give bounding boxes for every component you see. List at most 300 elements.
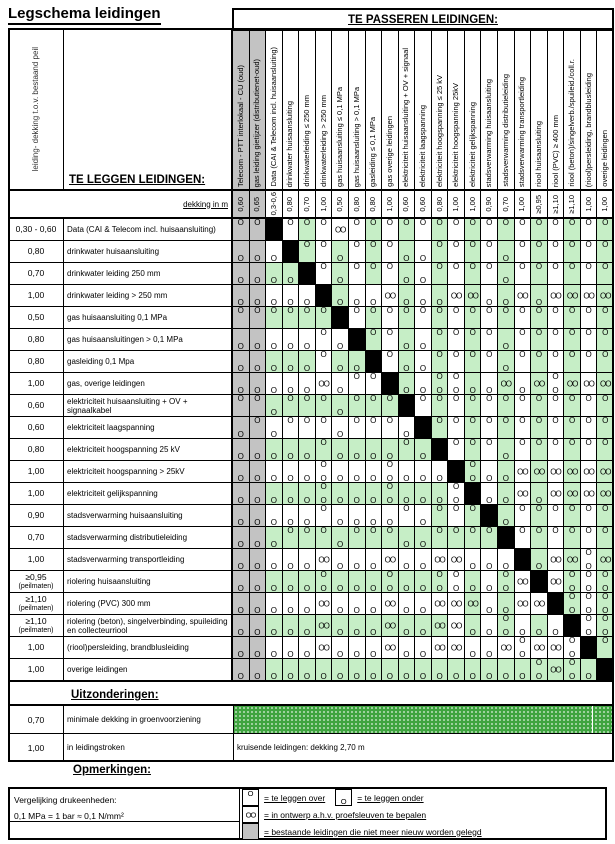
col-dekking bbox=[448, 191, 464, 217]
matrix-cell bbox=[366, 549, 382, 570]
marker-mt: O bbox=[568, 351, 576, 359]
marker-mt: O bbox=[535, 351, 543, 359]
marker-mb: O bbox=[453, 386, 460, 394]
matrix-cell bbox=[366, 241, 382, 262]
matrix-cell bbox=[316, 219, 332, 240]
matrix-cell bbox=[481, 505, 497, 526]
matrix-cell bbox=[581, 373, 597, 394]
matrix-cell bbox=[349, 219, 365, 240]
marker-mb: O bbox=[337, 584, 344, 592]
marker-mt: O bbox=[453, 351, 460, 359]
column-dekking-row bbox=[232, 190, 614, 218]
marker-mt: O bbox=[469, 219, 476, 227]
marker-mb: O bbox=[254, 452, 261, 460]
matrix-cell bbox=[448, 395, 464, 416]
matrix-cell bbox=[250, 263, 266, 284]
marker-mt: O bbox=[436, 395, 443, 403]
row-dekking: 0,60 bbox=[9, 417, 63, 438]
marker-mb: O bbox=[403, 430, 410, 438]
marker-mb: O bbox=[254, 562, 261, 570]
legend-over-symbol bbox=[242, 789, 259, 806]
marker-mt: O bbox=[585, 241, 592, 249]
marker-mb: O bbox=[320, 474, 327, 482]
marker-md: OO bbox=[384, 291, 396, 300]
matrix-cell bbox=[548, 637, 564, 658]
marker-mt: O bbox=[237, 307, 244, 315]
marker-mt: O bbox=[568, 637, 576, 645]
matrix-cell bbox=[564, 307, 580, 328]
marker-mt: O bbox=[386, 527, 393, 535]
matrix-cell bbox=[382, 417, 398, 438]
marker-mb: O bbox=[502, 452, 509, 460]
marker-mt: O bbox=[370, 373, 377, 381]
row-label: gas huisaansluitingen > 0,1 MPa bbox=[64, 329, 231, 350]
marker-mb: O bbox=[585, 584, 592, 592]
marker-mb: O bbox=[386, 474, 393, 482]
row-label: riolering huisaansluiting bbox=[64, 571, 231, 592]
marker-mt: O bbox=[602, 329, 609, 337]
marker-mt: O bbox=[370, 219, 377, 227]
marker-mt: O bbox=[486, 527, 493, 535]
marker-mt: O bbox=[602, 395, 609, 403]
matrix-cell bbox=[465, 571, 481, 592]
row-dekking: 0,80 bbox=[9, 351, 63, 372]
marker-mb: O bbox=[270, 364, 278, 372]
marker-mt: O bbox=[602, 241, 609, 249]
matrix-cell bbox=[283, 285, 299, 306]
marker-mb: O bbox=[303, 386, 311, 394]
matrix-cell bbox=[515, 417, 531, 438]
matrix-cell bbox=[349, 483, 365, 504]
marker-mb: O bbox=[403, 672, 410, 680]
matrix-cell bbox=[481, 395, 497, 416]
marker-mt: O bbox=[486, 241, 493, 249]
matrix-cell bbox=[399, 483, 415, 504]
marker-mt: O bbox=[386, 417, 393, 425]
marker-mb: O bbox=[287, 452, 294, 460]
marker-mt: O bbox=[419, 219, 427, 227]
marker-mb: O bbox=[403, 584, 410, 592]
marker-mb: O bbox=[486, 386, 493, 394]
marker-mb: O bbox=[419, 298, 427, 306]
matrix-cell bbox=[564, 373, 580, 394]
marker-mb: O bbox=[337, 408, 344, 416]
marker-mt: O bbox=[453, 373, 460, 381]
marker-md: OO bbox=[450, 291, 462, 300]
marker-mt: O bbox=[602, 637, 609, 645]
col-header bbox=[266, 31, 282, 189]
marker-md: OO bbox=[384, 599, 396, 608]
matrix-cell bbox=[498, 329, 514, 350]
opmerkingen-heading: Opmerkingen: bbox=[73, 764, 151, 776]
marker-mb: O bbox=[254, 364, 261, 372]
matrix-cell bbox=[465, 417, 481, 438]
col-dekking bbox=[332, 191, 348, 217]
matrix-cell bbox=[465, 219, 481, 240]
marker-mb: O bbox=[270, 474, 278, 482]
matrix-cell bbox=[515, 505, 531, 526]
matrix-cell bbox=[465, 439, 481, 460]
matrix-cell bbox=[515, 483, 531, 504]
marker-mb: O bbox=[502, 672, 509, 680]
marker-mb: O bbox=[403, 298, 410, 306]
matrix-cell bbox=[448, 417, 464, 438]
marker-mb: O bbox=[585, 606, 592, 614]
col-header bbox=[415, 31, 431, 189]
matrix-cell bbox=[283, 527, 299, 548]
matrix-cell bbox=[316, 483, 332, 504]
marker-mb: O bbox=[254, 386, 261, 394]
matrix-cell bbox=[581, 439, 597, 460]
col-header-label: drinkwater huisaansluiting bbox=[285, 100, 295, 187]
marker-mb: O bbox=[254, 650, 261, 658]
matrix-cell bbox=[382, 461, 398, 482]
matrix-cell bbox=[432, 659, 448, 680]
matrix-cell bbox=[332, 637, 348, 658]
marker-mt: O bbox=[602, 263, 609, 271]
matrix-cell bbox=[548, 659, 564, 680]
marker-mb: O bbox=[303, 298, 311, 306]
matrix-cell bbox=[448, 505, 464, 526]
marker-mt: O bbox=[386, 461, 393, 469]
matrix-cell bbox=[349, 373, 365, 394]
marker-mb: O bbox=[287, 628, 294, 636]
col-dekking-value: ≥0,95 bbox=[533, 194, 543, 214]
col-dekking bbox=[399, 191, 415, 217]
matrix-cell bbox=[548, 373, 564, 394]
marker-mt: O bbox=[453, 439, 460, 447]
matrix-cell bbox=[597, 593, 613, 614]
uitzonderingen-heading: Uitzonderingen: bbox=[71, 689, 159, 701]
marker-mb: O bbox=[486, 672, 493, 680]
matrix-cell bbox=[498, 637, 514, 658]
marker-mt: O bbox=[552, 219, 559, 227]
marker-md: OO bbox=[566, 467, 578, 476]
matrix-cell bbox=[548, 285, 564, 306]
matrix-cell bbox=[448, 439, 464, 460]
marker-md: OO bbox=[467, 291, 478, 300]
matrix-cell bbox=[399, 527, 415, 548]
matrix-cell bbox=[448, 263, 464, 284]
marker-mb: O bbox=[585, 562, 592, 570]
marker-mb: O bbox=[419, 672, 427, 680]
marker-mb: O bbox=[419, 386, 427, 394]
marker-mt: O bbox=[469, 527, 476, 535]
marker-mt: O bbox=[486, 417, 493, 425]
row-label: elektriciteit hoogspanning > 25kV bbox=[64, 461, 231, 482]
marker-mb: O bbox=[502, 606, 509, 614]
marker-mb: O bbox=[337, 342, 344, 350]
matrix-cell bbox=[465, 395, 481, 416]
marker-mt: O bbox=[303, 307, 311, 315]
col-header bbox=[349, 31, 365, 189]
marker-mb: O bbox=[436, 496, 443, 504]
matrix-cell bbox=[299, 659, 315, 680]
col-header-label: stadsverwarming distributieleiding bbox=[500, 74, 510, 187]
matrix-cell bbox=[283, 395, 299, 416]
matrix-cell bbox=[415, 505, 431, 526]
marker-mt: O bbox=[254, 307, 261, 315]
col-dekking bbox=[581, 191, 597, 217]
matrix-cell bbox=[531, 659, 547, 680]
marker-mt: O bbox=[320, 527, 327, 535]
marker-mb: O bbox=[436, 474, 443, 482]
matrix-cell bbox=[597, 417, 613, 438]
marker-mb: O bbox=[403, 276, 410, 284]
matrix-cell bbox=[597, 615, 613, 636]
matrix-cell bbox=[283, 219, 299, 240]
matrix-cell bbox=[250, 351, 266, 372]
matrix-cell bbox=[548, 461, 564, 482]
marker-mb: O bbox=[519, 650, 526, 658]
marker-mt: O bbox=[602, 417, 609, 425]
matrix-cell bbox=[332, 659, 348, 680]
marker-mb: O bbox=[353, 562, 360, 570]
matrix-cell bbox=[448, 527, 464, 548]
matrix-cell bbox=[597, 571, 613, 592]
row-label: gas, overige leidingen bbox=[64, 373, 231, 394]
uitzonderingen-rows bbox=[8, 705, 614, 762]
marker-mt: O bbox=[486, 307, 493, 315]
marker-mb: O bbox=[535, 628, 543, 636]
marker-mt: O bbox=[270, 307, 278, 315]
marker-mt: O bbox=[403, 439, 410, 447]
marker-mb: O bbox=[303, 474, 311, 482]
matrix-cell bbox=[283, 461, 299, 482]
col-dekking bbox=[349, 191, 365, 217]
matrix-cell bbox=[581, 329, 597, 350]
marker-md: OO bbox=[566, 555, 578, 564]
marker-mt: O bbox=[320, 351, 327, 359]
matrix-cell bbox=[283, 439, 299, 460]
marker-md: OO bbox=[550, 489, 561, 498]
marker-mb: O bbox=[419, 518, 427, 526]
marker-mb: O bbox=[419, 650, 427, 658]
matrix-cell bbox=[266, 461, 282, 482]
matrix-cell bbox=[399, 593, 415, 614]
marker-mt: O bbox=[287, 307, 294, 315]
matrix-cell bbox=[332, 549, 348, 570]
col-header-label: stadsverwarming huisaansluiting bbox=[484, 78, 494, 187]
marker-md: OO bbox=[384, 621, 396, 630]
row-dekking: 0,90 bbox=[9, 505, 63, 526]
matrix-cell bbox=[415, 593, 431, 614]
matrix-cell bbox=[548, 527, 564, 548]
matrix-cell bbox=[250, 241, 266, 262]
marker-mt: O bbox=[287, 417, 294, 425]
matrix-cell bbox=[299, 329, 315, 350]
matrix-cell bbox=[597, 285, 613, 306]
marker-mb: O bbox=[237, 606, 244, 614]
marker-mb: O bbox=[337, 298, 344, 306]
marker-md: OO bbox=[334, 225, 346, 234]
marker-mb: O bbox=[486, 584, 493, 592]
marker-mb: O bbox=[403, 342, 410, 350]
marker-mb: O bbox=[419, 276, 427, 284]
matrix-cell bbox=[465, 461, 481, 482]
matrix-cell bbox=[332, 329, 348, 350]
matrix-cell bbox=[481, 439, 497, 460]
marker-mt: O bbox=[602, 219, 609, 227]
matrix-cell bbox=[415, 395, 431, 416]
o-over-icon: O bbox=[247, 789, 254, 798]
matrix-cell bbox=[564, 549, 580, 570]
matrix-cell bbox=[299, 395, 315, 416]
matrix-cell bbox=[498, 527, 514, 548]
marker-mt: O bbox=[502, 219, 509, 227]
legend bbox=[240, 789, 605, 838]
marker-mb: O bbox=[270, 386, 278, 394]
marker-mb: O bbox=[287, 474, 294, 482]
matrix-cell bbox=[448, 351, 464, 372]
marker-mt: O bbox=[320, 395, 327, 403]
matrix-cell bbox=[597, 307, 613, 328]
matrix-cell bbox=[531, 329, 547, 350]
row-label: elektriciteit laagspanning bbox=[64, 417, 231, 438]
marker-mt: O bbox=[386, 483, 393, 491]
marker-mb: O bbox=[320, 672, 327, 680]
matrix-cell bbox=[316, 505, 332, 526]
marker-mt: O bbox=[386, 241, 393, 249]
matrix-cell bbox=[283, 329, 299, 350]
matrix-cell bbox=[564, 263, 580, 284]
marker-mt: O bbox=[453, 571, 460, 579]
marker-md: OO bbox=[550, 577, 561, 586]
matrix-cell bbox=[366, 637, 382, 658]
opmerkingen-heading-wrap bbox=[73, 764, 151, 776]
matrix-cell bbox=[548, 549, 564, 570]
marker-mb: O bbox=[303, 342, 311, 350]
marker-mt: O bbox=[386, 395, 393, 403]
matrix-cell bbox=[481, 593, 497, 614]
marker-mt: O bbox=[502, 417, 509, 425]
matrix-cell bbox=[299, 505, 315, 526]
marker-mb: O bbox=[320, 496, 327, 504]
marker-mb: O bbox=[419, 562, 427, 570]
matrix-cell bbox=[349, 461, 365, 482]
matrix-cell bbox=[581, 615, 597, 636]
col-dekking bbox=[316, 191, 332, 217]
matrix-cell bbox=[382, 219, 398, 240]
marker-mb: O bbox=[254, 474, 261, 482]
marker-mt: O bbox=[370, 329, 377, 337]
matrix-cell bbox=[481, 307, 497, 328]
marker-mt: O bbox=[486, 395, 493, 403]
marker-md: OO bbox=[500, 643, 512, 652]
matrix-cell bbox=[415, 637, 431, 658]
matrix-cell bbox=[448, 637, 464, 658]
marker-mb: O bbox=[270, 342, 278, 350]
marker-mt: O bbox=[519, 505, 526, 513]
matrix-cell bbox=[283, 593, 299, 614]
marker-mt: O bbox=[453, 527, 460, 535]
matrix-cell bbox=[531, 593, 547, 614]
marker-mt: O bbox=[386, 329, 393, 337]
matrix-cell bbox=[515, 439, 531, 460]
marker-mb: O bbox=[370, 628, 377, 636]
marker-mt: O bbox=[287, 219, 294, 227]
matrix-cell bbox=[448, 307, 464, 328]
col-dekking-value: 0,60 bbox=[401, 196, 411, 212]
green-bar bbox=[234, 706, 613, 733]
marker-mb: O bbox=[403, 628, 410, 636]
col-dekking bbox=[432, 191, 448, 217]
marker-mt: O bbox=[453, 219, 460, 227]
marker-mt: O bbox=[585, 395, 592, 403]
matrix-cell bbox=[448, 593, 464, 614]
marker-mt: O bbox=[436, 351, 443, 359]
row-dekking: 0,70 bbox=[9, 527, 63, 548]
matrix-cell bbox=[481, 373, 497, 394]
row-label: gasleiding 0,1 Mpa bbox=[64, 351, 231, 372]
matrix-cell bbox=[597, 241, 613, 262]
matrix-cell bbox=[597, 329, 613, 350]
matrix-cell bbox=[382, 593, 398, 614]
marker-mt: O bbox=[436, 329, 443, 337]
matrix-cell bbox=[299, 285, 315, 306]
matrix-cell bbox=[481, 461, 497, 482]
marker-mb: O bbox=[436, 298, 443, 306]
matrix-cell bbox=[250, 659, 266, 680]
col-dekking-value: 0,80 bbox=[368, 196, 378, 212]
legend-ontwerp-symbol bbox=[242, 806, 259, 823]
te-leggen-heading-cell bbox=[64, 29, 231, 189]
matrix-cell bbox=[366, 461, 382, 482]
matrix-cell bbox=[448, 571, 464, 592]
matrix-cell bbox=[316, 571, 332, 592]
matrix-cell bbox=[349, 549, 365, 570]
row-dekking: 1,00 bbox=[9, 483, 63, 504]
marker-mb: O bbox=[535, 298, 543, 306]
marker-mt: O bbox=[552, 439, 559, 447]
matrix-cell bbox=[465, 263, 481, 284]
col-header bbox=[316, 31, 332, 189]
marker-mb: O bbox=[270, 584, 278, 592]
marker-mt: O bbox=[585, 263, 592, 271]
marker-mb: O bbox=[337, 606, 344, 614]
matrix-cell bbox=[432, 219, 448, 240]
marker-mt: O bbox=[403, 219, 410, 227]
matrix-cell bbox=[581, 351, 597, 372]
uitzonderingen-header-row bbox=[8, 681, 614, 705]
marker-mb: O bbox=[403, 364, 410, 372]
matrix-cell bbox=[349, 593, 365, 614]
marker-mb: O bbox=[353, 298, 360, 306]
marker-md: OO bbox=[434, 555, 445, 564]
matrix-cell bbox=[581, 483, 597, 504]
marker-mb: O bbox=[502, 298, 509, 306]
col-header bbox=[448, 31, 464, 189]
matrix-cell bbox=[266, 483, 282, 504]
marker-mb: O bbox=[237, 342, 244, 350]
marker-mt: O bbox=[370, 395, 377, 403]
col-header-label: gas overige leidingen bbox=[384, 116, 394, 187]
marker-mb: O bbox=[320, 584, 327, 592]
col-dekking bbox=[250, 191, 266, 217]
drukeenheden-line1: Vergelijking drukeenheden: bbox=[14, 795, 117, 805]
row-label: (riool)persleiding, brandblusleiding bbox=[64, 637, 231, 658]
matrix-cell bbox=[266, 263, 282, 284]
marker-mt: O bbox=[585, 527, 592, 535]
matrix-cell bbox=[597, 483, 613, 504]
divider bbox=[10, 821, 239, 822]
matrix-cell bbox=[581, 417, 597, 438]
matrix-cell bbox=[233, 373, 249, 394]
marker-mb: O bbox=[386, 452, 393, 460]
matrix-cell bbox=[250, 373, 266, 394]
marker-mt: O bbox=[486, 219, 493, 227]
marker-mb: O bbox=[353, 496, 360, 504]
